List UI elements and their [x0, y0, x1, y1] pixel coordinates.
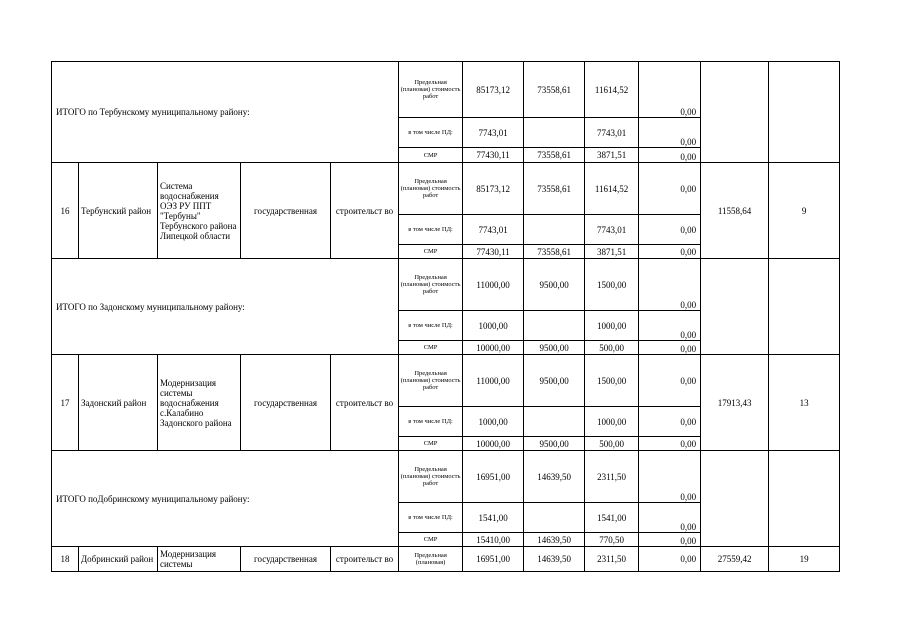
ownership: государственная [241, 355, 331, 451]
cell-value: 77430,11 [463, 148, 524, 163]
cell-empty [769, 259, 840, 355]
cell-value: 9500,00 [524, 341, 585, 355]
cell-value: 14639,50 [524, 533, 585, 547]
cell-value [524, 311, 585, 341]
cell-value: 0,00 [639, 245, 701, 259]
cell-value: 0,00 [639, 62, 701, 118]
ownership: государственная [241, 547, 331, 572]
district-name: Задонский район [79, 355, 158, 451]
work-type: строительст во [331, 547, 399, 572]
cell-value: 1000,00 [463, 407, 524, 437]
cell-value: 7743,01 [585, 215, 639, 245]
total-row-limit [52, 451, 840, 503]
cell-value: 2311,50 [585, 451, 639, 503]
cell-value [524, 503, 585, 533]
cell-value: 11614,52 [585, 62, 639, 118]
kind-pd: в том числе ПД: [399, 215, 463, 245]
cell-value: 0,00 [639, 148, 701, 163]
cell-value: 0,00 [639, 355, 701, 407]
cell-value: 73558,61 [524, 163, 585, 215]
cell-value: 0,00 [639, 341, 701, 355]
cell-value: 0,00 [639, 118, 701, 148]
kind-pd: в том числе ПД: [399, 503, 463, 533]
cell-value: 9500,00 [524, 259, 585, 311]
cell-value: 11614,52 [585, 163, 639, 215]
kind-limit: Предельная (плановая) стоимость работ [399, 259, 463, 311]
cell-value: 9500,00 [524, 437, 585, 451]
kind-smr: СМР [399, 533, 463, 547]
total-label: ИТОГО поДобринскому муниципальному району: [52, 451, 399, 547]
object-row-limit [52, 163, 840, 215]
cell-value: 3871,51 [585, 148, 639, 163]
cell-value: 1000,00 [463, 311, 524, 341]
row-number: 18 [52, 547, 79, 572]
cell-value [524, 215, 585, 245]
district-name: Добринский район [79, 547, 158, 572]
cell-value: 1500,00 [585, 259, 639, 311]
kind-pd: в том числе ПД: [399, 118, 463, 148]
cell-value: 0,00 [639, 503, 701, 533]
cell-value: 16951,00 [463, 547, 524, 572]
cell-value: 85173,12 [463, 62, 524, 118]
cell-extra: 27559,42 [701, 547, 769, 572]
cell-empty [701, 451, 769, 547]
kind-limit: Предельная (плановая) [399, 547, 463, 572]
cell-value: 0,00 [639, 163, 701, 215]
cell-value: 0,00 [639, 407, 701, 437]
cell-value: 1541,00 [585, 503, 639, 533]
total-label: ИТОГО по Тербунскому муниципальному району: [52, 62, 399, 163]
cell-value: 14639,50 [524, 547, 585, 572]
cell-value: 9500,00 [524, 355, 585, 407]
cell-value: 16951,00 [463, 451, 524, 503]
cell-empty [701, 259, 769, 355]
row-number: 17 [52, 355, 79, 451]
cell-value [524, 118, 585, 148]
cell-value: 14639,50 [524, 451, 585, 503]
cell-value [524, 407, 585, 437]
total-row-limit [52, 62, 840, 118]
cell-value: 10000,00 [463, 341, 524, 355]
object-name: Модернизация системы водоснабжения с.Калабино Задонского района [158, 355, 241, 451]
district-name: Тербунский район [79, 163, 158, 259]
cell-count: 13 [769, 355, 840, 451]
cell-value: 1000,00 [585, 407, 639, 437]
kind-pd: в том числе ПД: [399, 311, 463, 341]
cell-value: 73558,61 [524, 245, 585, 259]
cell-value: 0,00 [639, 311, 701, 341]
kind-limit: Предельная (плановая) стоимость работ [399, 355, 463, 407]
cell-value: 1500,00 [585, 355, 639, 407]
kind-smr: СМР [399, 245, 463, 259]
cell-count: 19 [769, 547, 840, 572]
budget-table-sheet [51, 61, 839, 572]
object-row-limit [52, 355, 840, 407]
object-row-limit [52, 547, 840, 572]
cell-value: 7743,01 [585, 118, 639, 148]
cell-value: 0,00 [639, 437, 701, 451]
kind-limit: Предельная (плановая) стоимость работ [399, 62, 463, 118]
ownership: государственная [241, 163, 331, 259]
cell-value: 500,00 [585, 341, 639, 355]
cell-value: 2311,50 [585, 547, 639, 572]
work-type: строительст во [331, 163, 399, 259]
cell-extra: 11558,64 [701, 163, 769, 259]
budget-table [51, 61, 840, 572]
cell-empty [701, 62, 769, 163]
cell-value: 0,00 [639, 259, 701, 311]
cell-value: 1000,00 [585, 311, 639, 341]
cell-value: 3871,51 [585, 245, 639, 259]
cell-value: 7743,01 [463, 118, 524, 148]
kind-smr: СМР [399, 341, 463, 355]
kind-smr: СМР [399, 148, 463, 163]
cell-value: 7743,01 [463, 215, 524, 245]
cell-value: 0,00 [639, 533, 701, 547]
cell-value: 0,00 [639, 451, 701, 503]
kind-pd: в том числе ПД: [399, 407, 463, 437]
row-number: 16 [52, 163, 79, 259]
cell-value: 11000,00 [463, 355, 524, 407]
cell-value: 77430,11 [463, 245, 524, 259]
cell-value: 15410,00 [463, 533, 524, 547]
cell-extra: 17913,43 [701, 355, 769, 451]
work-type: строительст во [331, 355, 399, 451]
total-label: ИТОГО по Задонскому муниципальному району: [52, 259, 399, 355]
kind-limit: Предельная (плановая) стоимость работ [399, 451, 463, 503]
kind-limit: Предельная (плановая) стоимость работ [399, 163, 463, 215]
cell-empty [769, 62, 840, 163]
cell-value: 73558,61 [524, 148, 585, 163]
cell-value: 10000,00 [463, 437, 524, 451]
cell-empty [769, 451, 840, 547]
cell-count: 9 [769, 163, 840, 259]
object-name: Модернизация системы [158, 547, 241, 572]
total-row-limit [52, 259, 840, 311]
cell-value: 85173,12 [463, 163, 524, 215]
kind-smr: СМР [399, 437, 463, 451]
cell-value: 0,00 [639, 547, 701, 572]
cell-value: 500,00 [585, 437, 639, 451]
cell-value: 0,00 [639, 215, 701, 245]
cell-value: 770,50 [585, 533, 639, 547]
cell-value: 73558,61 [524, 62, 585, 118]
cell-value: 11000,00 [463, 259, 524, 311]
object-name: Система водоснабжения ОЭЗ РУ ППТ "Тербуны" Тербунского района Липецкой области [158, 163, 241, 259]
cell-value: 1541,00 [463, 503, 524, 533]
